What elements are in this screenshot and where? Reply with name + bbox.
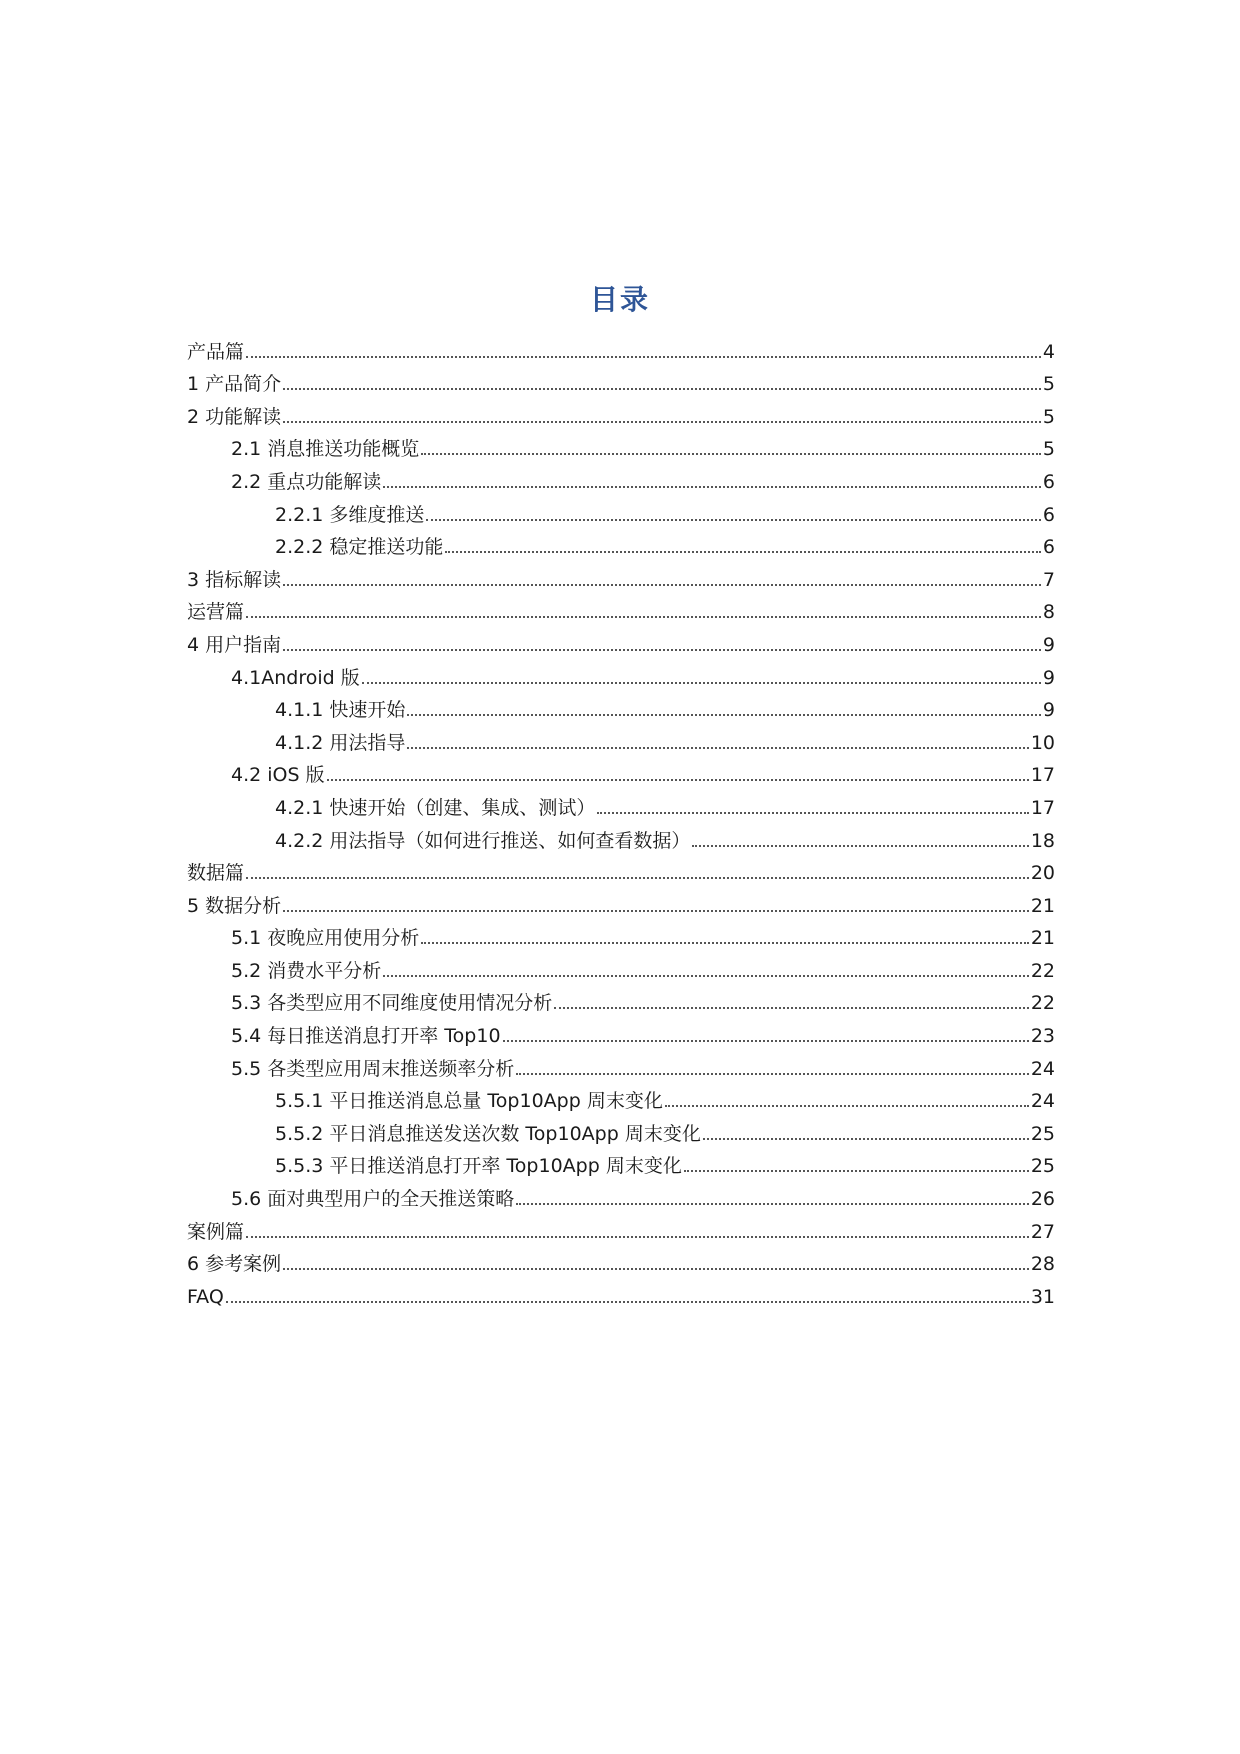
dot-leader — [426, 519, 1041, 521]
toc-entry-page: 17 — [1030, 796, 1055, 819]
toc-entry[interactable] — [187, 363, 1055, 396]
toc-entry-page: 26 — [1030, 1188, 1055, 1211]
toc-entry[interactable] — [187, 1243, 1055, 1276]
toc-entry-label: 4 用户指南 — [187, 633, 282, 656]
toc-entry[interactable] — [187, 526, 1055, 559]
toc-entry-label: 产品篇 — [187, 340, 245, 363]
toc-entry[interactable] — [187, 493, 1055, 526]
toc-entry-page: 22 — [1030, 992, 1055, 1015]
toc-entry-label: 3 指标解读 — [187, 568, 282, 591]
dot-leader — [503, 1040, 1029, 1042]
dot-leader — [383, 486, 1041, 488]
toc-entry-label: 4.2 iOS 版 — [231, 764, 325, 787]
toc-entry-label: 4.1.2 用法指导 — [275, 731, 406, 754]
toc-entry[interactable] — [187, 1275, 1055, 1308]
table-of-contents — [187, 330, 1055, 1308]
toc-entry-label: 5.1 夜晚应用使用分析 — [231, 927, 420, 950]
dot-leader — [283, 584, 1041, 586]
toc-entry[interactable] — [187, 884, 1055, 917]
toc-entry-page: 25 — [1030, 1122, 1055, 1145]
toc-entry[interactable] — [187, 819, 1055, 852]
toc-entry-page: 9 — [1042, 666, 1055, 689]
toc-entry[interactable] — [187, 395, 1055, 428]
toc-entry-label: 4.2.2 用法指导（如何进行推送、如何查看数据） — [275, 829, 691, 852]
toc-entry-label: 5.5.3 平日推送消息打开率 Top10App 周末变化 — [275, 1155, 682, 1178]
toc-entry[interactable] — [187, 656, 1055, 689]
toc-entry-label: 4.2.1 快速开始（创建、集成、测试） — [275, 796, 596, 819]
toc-entry-page: 6 — [1042, 470, 1055, 493]
dot-leader — [283, 421, 1041, 423]
toc-entry[interactable] — [187, 460, 1055, 493]
dot-leader — [283, 388, 1041, 390]
toc-entry[interactable] — [187, 1014, 1055, 1047]
dot-leader — [554, 1007, 1029, 1009]
dot-leader — [407, 747, 1028, 749]
toc-entry[interactable] — [187, 330, 1055, 363]
toc-entry[interactable] — [187, 1080, 1055, 1113]
toc-entry[interactable] — [187, 1047, 1055, 1080]
toc-entry-page: 5 — [1042, 438, 1055, 461]
toc-entry-label: 5.3 各类型应用不同维度使用情况分析 — [231, 992, 553, 1015]
toc-entry-label: FAQ — [187, 1285, 224, 1308]
toc-entry-label: 2.2.2 稳定推送功能 — [275, 536, 444, 559]
toc-entry-label: 2 功能解读 — [187, 405, 282, 428]
toc-entry-label: 案例篇 — [187, 1220, 245, 1243]
toc-entry[interactable] — [187, 754, 1055, 787]
dot-leader — [226, 1301, 1029, 1303]
dot-leader — [362, 682, 1041, 684]
toc-entry[interactable] — [187, 1145, 1055, 1178]
toc-entry[interactable] — [187, 917, 1055, 950]
toc-entry-page: 24 — [1030, 1057, 1055, 1080]
toc-entry[interactable] — [187, 689, 1055, 722]
dot-leader — [421, 453, 1041, 455]
dot-leader — [283, 910, 1029, 912]
dot-leader — [703, 1138, 1029, 1140]
toc-entry[interactable] — [187, 721, 1055, 754]
toc-entry-page: 5 — [1042, 373, 1055, 396]
toc-entry-label: 5 数据分析 — [187, 894, 282, 917]
dot-leader — [283, 649, 1041, 651]
toc-entry-label: 5.2 消费水平分析 — [231, 959, 382, 982]
toc-entry-page: 8 — [1042, 601, 1055, 624]
toc-entry-label: 1 产品简介 — [187, 373, 282, 396]
toc-entry-label: 2.1 消息推送功能概览 — [231, 438, 420, 461]
toc-title: 目录 — [589, 283, 650, 316]
toc-entry-page: 21 — [1030, 894, 1055, 917]
toc-entry[interactable] — [187, 623, 1055, 656]
toc-entry-label: 4.1.1 快速开始 — [275, 699, 406, 722]
toc-entry[interactable] — [187, 852, 1055, 885]
toc-entry-page: 4 — [1042, 340, 1055, 363]
dot-leader — [516, 1073, 1029, 1075]
toc-entry-page: 21 — [1030, 927, 1055, 950]
toc-entry-page: 10 — [1030, 731, 1055, 754]
toc-entry[interactable] — [187, 949, 1055, 982]
toc-entry-page: 9 — [1042, 633, 1055, 656]
toc-entry-label: 5.5.2 平日消息推送发送次数 Top10App 周末变化 — [275, 1122, 701, 1145]
toc-entry-label: 6 参考案例 — [187, 1253, 282, 1276]
toc-entry-page: 25 — [1030, 1155, 1055, 1178]
dot-leader — [246, 1236, 1029, 1238]
toc-entry[interactable] — [187, 591, 1055, 624]
toc-entry[interactable] — [187, 1210, 1055, 1243]
dot-leader — [246, 616, 1041, 618]
toc-entry-label: 5.5.1 平日推送消息总量 Top10App 周末变化 — [275, 1090, 663, 1113]
toc-entry-label: 4.1Android 版 — [231, 666, 360, 689]
toc-entry[interactable] — [187, 982, 1055, 1015]
dot-leader — [327, 779, 1029, 781]
toc-entry-label: 5.6 面对典型用户的全天推送策略 — [231, 1188, 515, 1211]
toc-entry[interactable] — [187, 786, 1055, 819]
toc-entry-page: 6 — [1042, 536, 1055, 559]
toc-entry-label: 5.4 每日推送消息打开率 Top10 — [231, 1025, 501, 1048]
toc-entry-label: 运营篇 — [187, 601, 245, 624]
toc-entry[interactable] — [187, 428, 1055, 461]
toc-entry-page: 22 — [1030, 959, 1055, 982]
toc-entry-label: 2.2 重点功能解读 — [231, 470, 382, 493]
toc-entry-label: 5.5 各类型应用周末推送频率分析 — [231, 1057, 515, 1080]
dot-leader — [597, 812, 1028, 814]
toc-entry-page: 18 — [1030, 829, 1055, 852]
dot-leader — [516, 1203, 1029, 1205]
toc-entry-page: 24 — [1030, 1090, 1055, 1113]
toc-entry-label: 2.2.1 多维度推送 — [275, 503, 425, 526]
toc-entry-page: 9 — [1042, 699, 1055, 722]
toc-entry-page: 23 — [1030, 1025, 1055, 1048]
dot-leader — [445, 551, 1041, 553]
dot-leader — [383, 975, 1029, 977]
toc-entry-page: 7 — [1042, 568, 1055, 591]
dot-leader — [283, 1268, 1029, 1270]
dot-leader — [421, 942, 1029, 944]
dot-leader — [684, 1170, 1029, 1172]
toc-entry-page: 20 — [1030, 862, 1055, 885]
toc-entry-page: 6 — [1042, 503, 1055, 526]
toc-entry[interactable] — [187, 1177, 1055, 1210]
toc-entry-page: 27 — [1030, 1220, 1055, 1243]
dot-leader — [246, 877, 1029, 879]
dot-leader — [407, 714, 1041, 716]
toc-entry[interactable] — [187, 1112, 1055, 1145]
dot-leader — [246, 356, 1041, 358]
toc-entry-page: 5 — [1042, 405, 1055, 428]
toc-entry[interactable] — [187, 558, 1055, 591]
toc-entry-page: 17 — [1030, 764, 1055, 787]
dot-leader — [665, 1105, 1029, 1107]
toc-entry-page: 28 — [1030, 1253, 1055, 1276]
dot-leader — [692, 845, 1028, 847]
toc-entry-page: 31 — [1030, 1285, 1055, 1308]
toc-entry-label: 数据篇 — [187, 862, 245, 885]
